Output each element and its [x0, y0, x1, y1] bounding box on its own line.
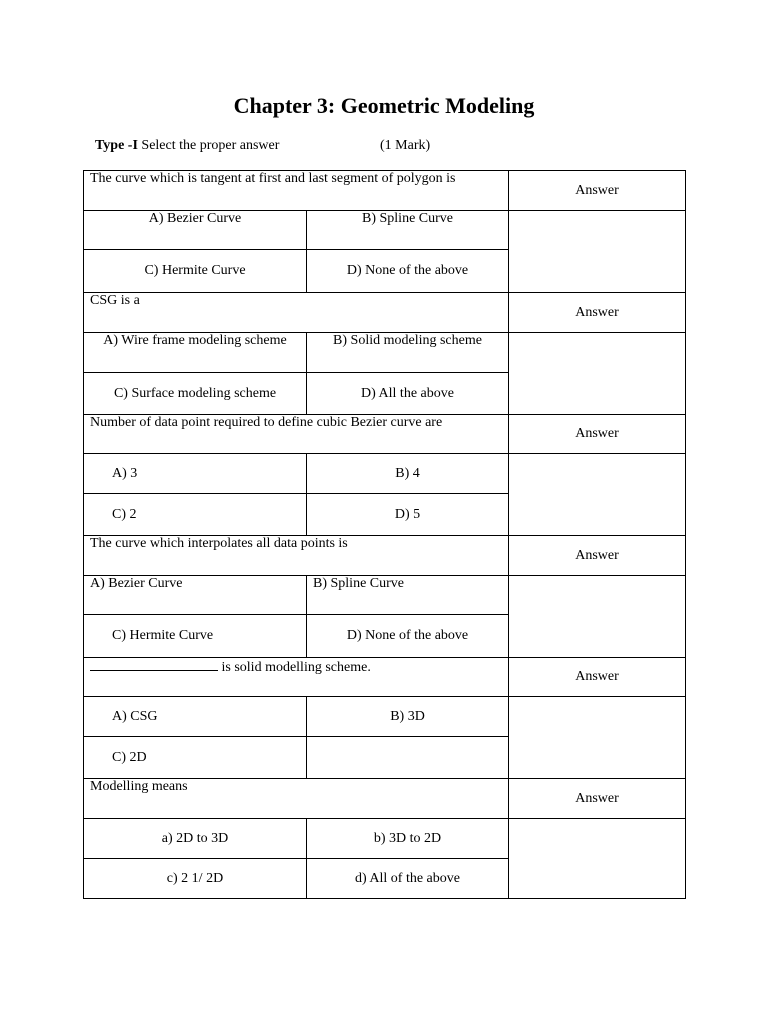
option-b[interactable]: B) 3D	[307, 697, 509, 737]
option-a[interactable]: a) 2D to 3D	[84, 819, 307, 859]
section-instruction	[95, 138, 431, 154]
question-row	[84, 171, 686, 211]
question-text: Modelling means	[84, 779, 509, 819]
option-d[interactable]: D) 5	[307, 494, 509, 536]
fill-in-blank[interactable]	[90, 658, 218, 671]
answer-label: Answer	[509, 293, 686, 333]
option-a[interactable]: A) 3	[84, 454, 307, 494]
option-a[interactable]: A) Wire frame modeling scheme	[84, 333, 307, 373]
option-row	[84, 819, 686, 859]
type-label: Type -I	[95, 138, 138, 153]
option-d[interactable]: D) None of the above	[307, 615, 509, 658]
option-row	[84, 454, 686, 494]
option-row	[84, 576, 686, 615]
option-a[interactable]: A) Bezier Curve	[84, 576, 307, 615]
option-b[interactable]: B) Spline Curve	[307, 576, 509, 615]
option-a[interactable]: A) CSG	[84, 697, 307, 737]
question-text: The curve which interpolates all data points is	[84, 536, 509, 576]
option-c[interactable]: C) 2D	[84, 737, 307, 779]
question-text: Number of data point required to define cubic Bezier curve are	[84, 415, 509, 454]
marks-label: (1 Mark)	[380, 138, 431, 153]
question-text: is solid modelling scheme.	[218, 660, 371, 675]
option-row	[84, 211, 686, 250]
answer-box[interactable]	[509, 333, 686, 415]
option-d[interactable]: D) All the above	[307, 373, 509, 415]
option-b[interactable]: B) Solid modeling scheme	[307, 333, 509, 373]
option-c[interactable]: C) Hermite Curve	[84, 615, 307, 658]
option-b[interactable]: B) 4	[307, 454, 509, 494]
option-d[interactable]: d) All of the above	[307, 859, 509, 899]
question-row	[84, 293, 686, 333]
answer-label: Answer	[509, 779, 686, 819]
answer-label: Answer	[509, 415, 686, 454]
question-text: The curve which is tangent at first and last segment of polygon is	[84, 171, 509, 211]
option-c[interactable]: C) Surface modeling scheme	[84, 373, 307, 415]
option-c[interactable]: C) 2	[84, 494, 307, 536]
option-b[interactable]: b) 3D to 2D	[307, 819, 509, 859]
option-a[interactable]: A) Bezier Curve	[84, 211, 307, 250]
option-row	[84, 697, 686, 737]
question-text-cell	[84, 658, 509, 697]
option-c[interactable]: C) Hermite Curve	[84, 250, 307, 293]
option-d	[307, 737, 509, 779]
option-c[interactable]: c) 2 1/ 2D	[84, 859, 307, 899]
answer-box[interactable]	[509, 454, 686, 536]
question-row	[84, 658, 686, 697]
answer-label: Answer	[509, 171, 686, 211]
answer-box[interactable]	[509, 819, 686, 899]
option-b[interactable]: B) Spline Curve	[307, 211, 509, 250]
answer-label: Answer	[509, 536, 686, 576]
answer-box[interactable]	[509, 576, 686, 658]
option-d[interactable]: D) None of the above	[307, 250, 509, 293]
question-row	[84, 536, 686, 576]
instruction-text: Select the proper answer	[141, 138, 280, 153]
answer-box[interactable]	[509, 697, 686, 779]
question-text: CSG is a	[84, 293, 509, 333]
question-row	[84, 779, 686, 819]
option-row	[84, 333, 686, 373]
question-row	[84, 415, 686, 454]
answer-label: Answer	[509, 658, 686, 697]
answer-box[interactable]	[509, 211, 686, 293]
page-title: Chapter 3: Geometric Modeling	[233, 93, 535, 118]
question-table	[83, 170, 686, 899]
